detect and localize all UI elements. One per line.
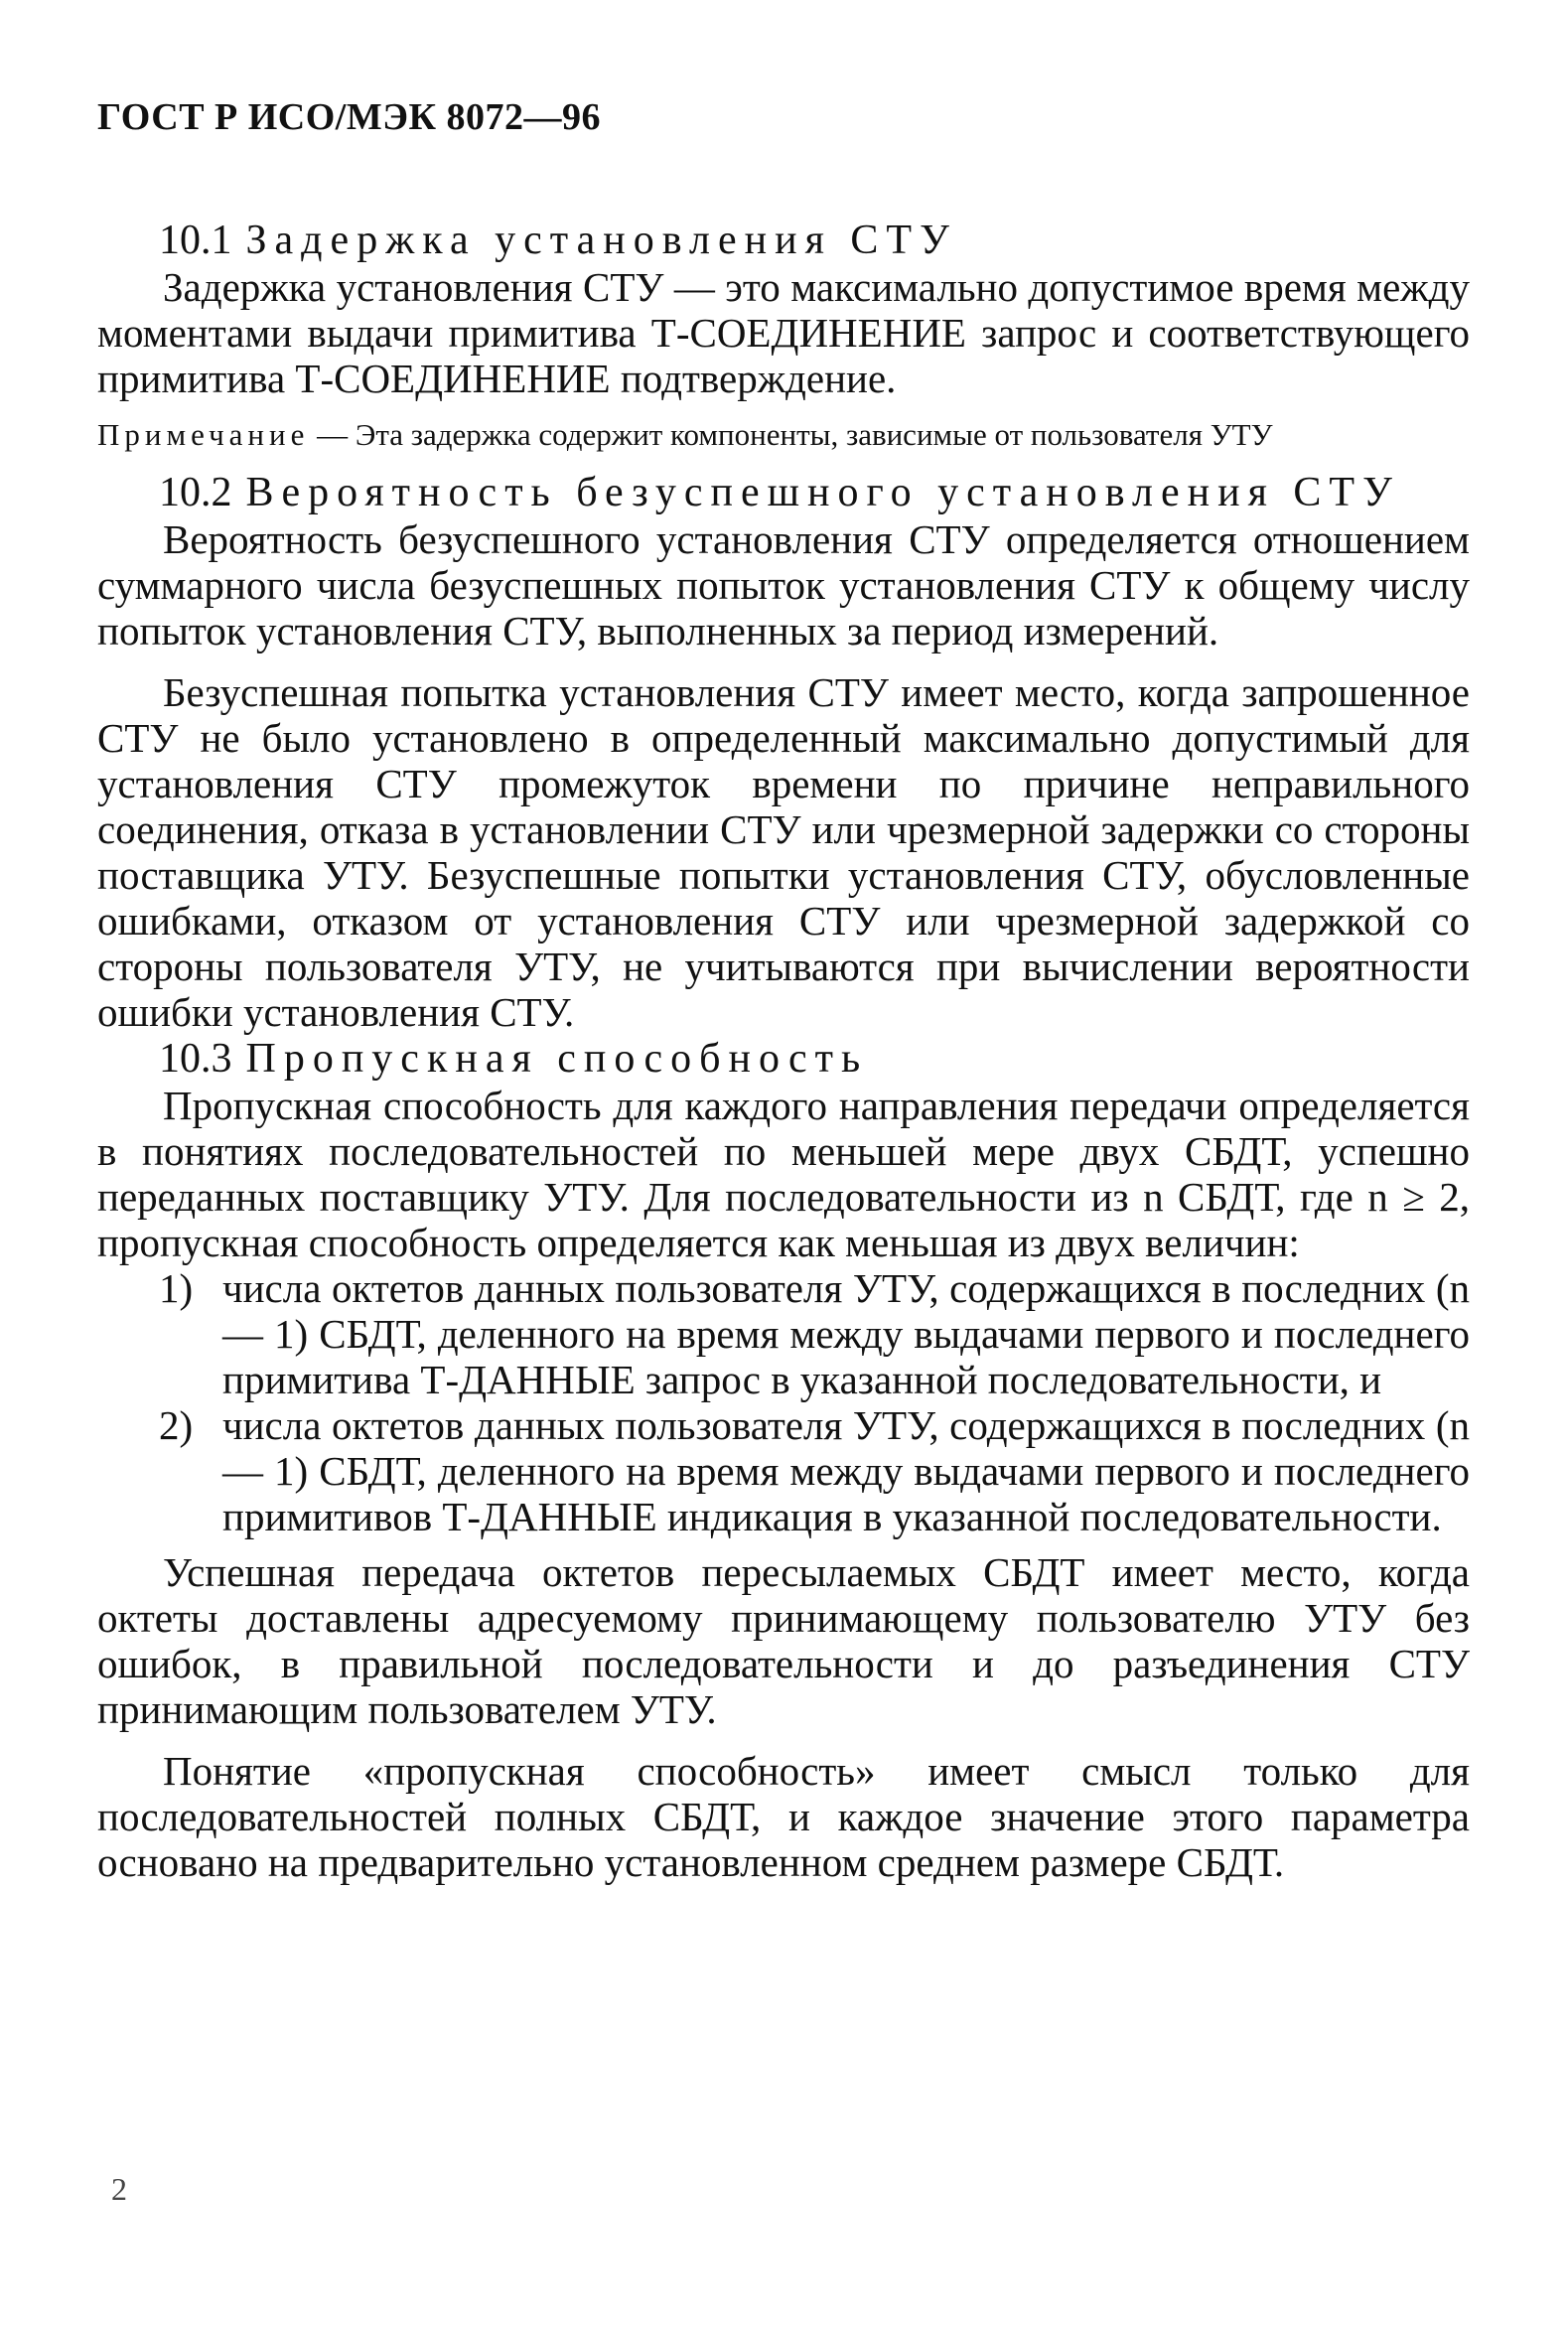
section-title: Пропускная способность [245, 1036, 869, 1082]
document-page [97, 95, 1470, 1885]
section-heading-10-1 [97, 217, 1470, 264]
section-number: 10.3 [159, 1036, 232, 1082]
paragraph: Вероятность безуспешного установления СТУ определяется отношением суммарного числа безуспешных попыток установления СТУ к общему числу попыток установления СТУ, выполненных за период измерений. [97, 516, 1470, 654]
note [97, 415, 1470, 455]
section-number: 10.1 [159, 218, 232, 263]
paragraph: Задержка установления СТУ — это максимально допустимое время между моментами выдачи примитива Т-СОЕДИНЕНИЕ запрос и соответствующего примитива Т-СОЕДИНЕНИЕ подтверждение. [97, 264, 1470, 401]
section-title: Задержка установления СТУ [245, 218, 957, 263]
page-number: 2 [111, 2171, 127, 2207]
list-item [97, 1265, 1470, 1402]
section-title: Вероятность безуспешного установления СТУ [245, 470, 1400, 515]
numbered-list [97, 1265, 1470, 1539]
section-heading-10-3 [97, 1035, 1470, 1083]
list-item-text: числа октетов данных пользователя УТУ, содержащихся в последних (n — 1) СБДТ, деленного на время между выдачами первого и последнего примитивов Т-ДАННЫЕ индикация в указанной последовательности. [222, 1402, 1470, 1539]
section-heading-10-2 [97, 469, 1470, 516]
paragraph: Успешная передача октетов пересылаемых СБДТ имеет место, когда октеты доставлены адресуемому принимающему пользователю УТУ без ошибок, в правильной последовательности и до разъединения СТУ принимающим пользователем УТУ. [97, 1549, 1470, 1732]
note-label: Примечание [97, 417, 310, 452]
paragraph: Пропускная способность для каждого направления передачи определяется в понятиях последовательностей по меньшей мере двух СБДТ, успешно переданных поставщику УТУ. Для последовательности из n СБДТ, где n ≥ 2, пропускная способность определяется как меньшая из двух величин: [97, 1083, 1470, 1265]
document-header: ГОСТ Р ИСО/МЭК 8072—96 [97, 96, 602, 138]
note-text: — Эта задержка содержит компоненты, зависимые от пользователя УТУ [309, 417, 1273, 452]
list-item [97, 1402, 1470, 1539]
list-marker: 2) [159, 1402, 194, 1448]
section-number: 10.2 [159, 470, 232, 515]
paragraph: Безуспешная попытка установления СТУ имеет место, когда запрошенное СТУ не было установлено в определенный максимально допустимый для установления СТУ промежуток времени по причине неправильного соединения, отказа в установлении СТУ или чрезмерной задержки со стороны поставщика УТУ. Безуспешные попытки установления СТУ, обусловленные ошибками, отказом от установления СТУ или чрезмерной задержкой со стороны пользователя УТУ, не учитываются при вычислении вероятности ошибки установления СТУ. [97, 669, 1470, 1035]
paragraph: Понятие «пропускная способность» имеет смысл только для последовательностей полных СБДТ, и каждое значение этого параметра основано на предварительно установленном среднем размере СБДТ. [97, 1748, 1470, 1885]
list-marker: 1) [159, 1265, 194, 1311]
list-item-text: числа октетов данных пользователя УТУ, содержащихся в последних (n — 1) СБДТ, деленного на время между выдачами первого и последнего примитива Т-ДАННЫЕ запрос в указанной последовательности, и [222, 1265, 1470, 1402]
